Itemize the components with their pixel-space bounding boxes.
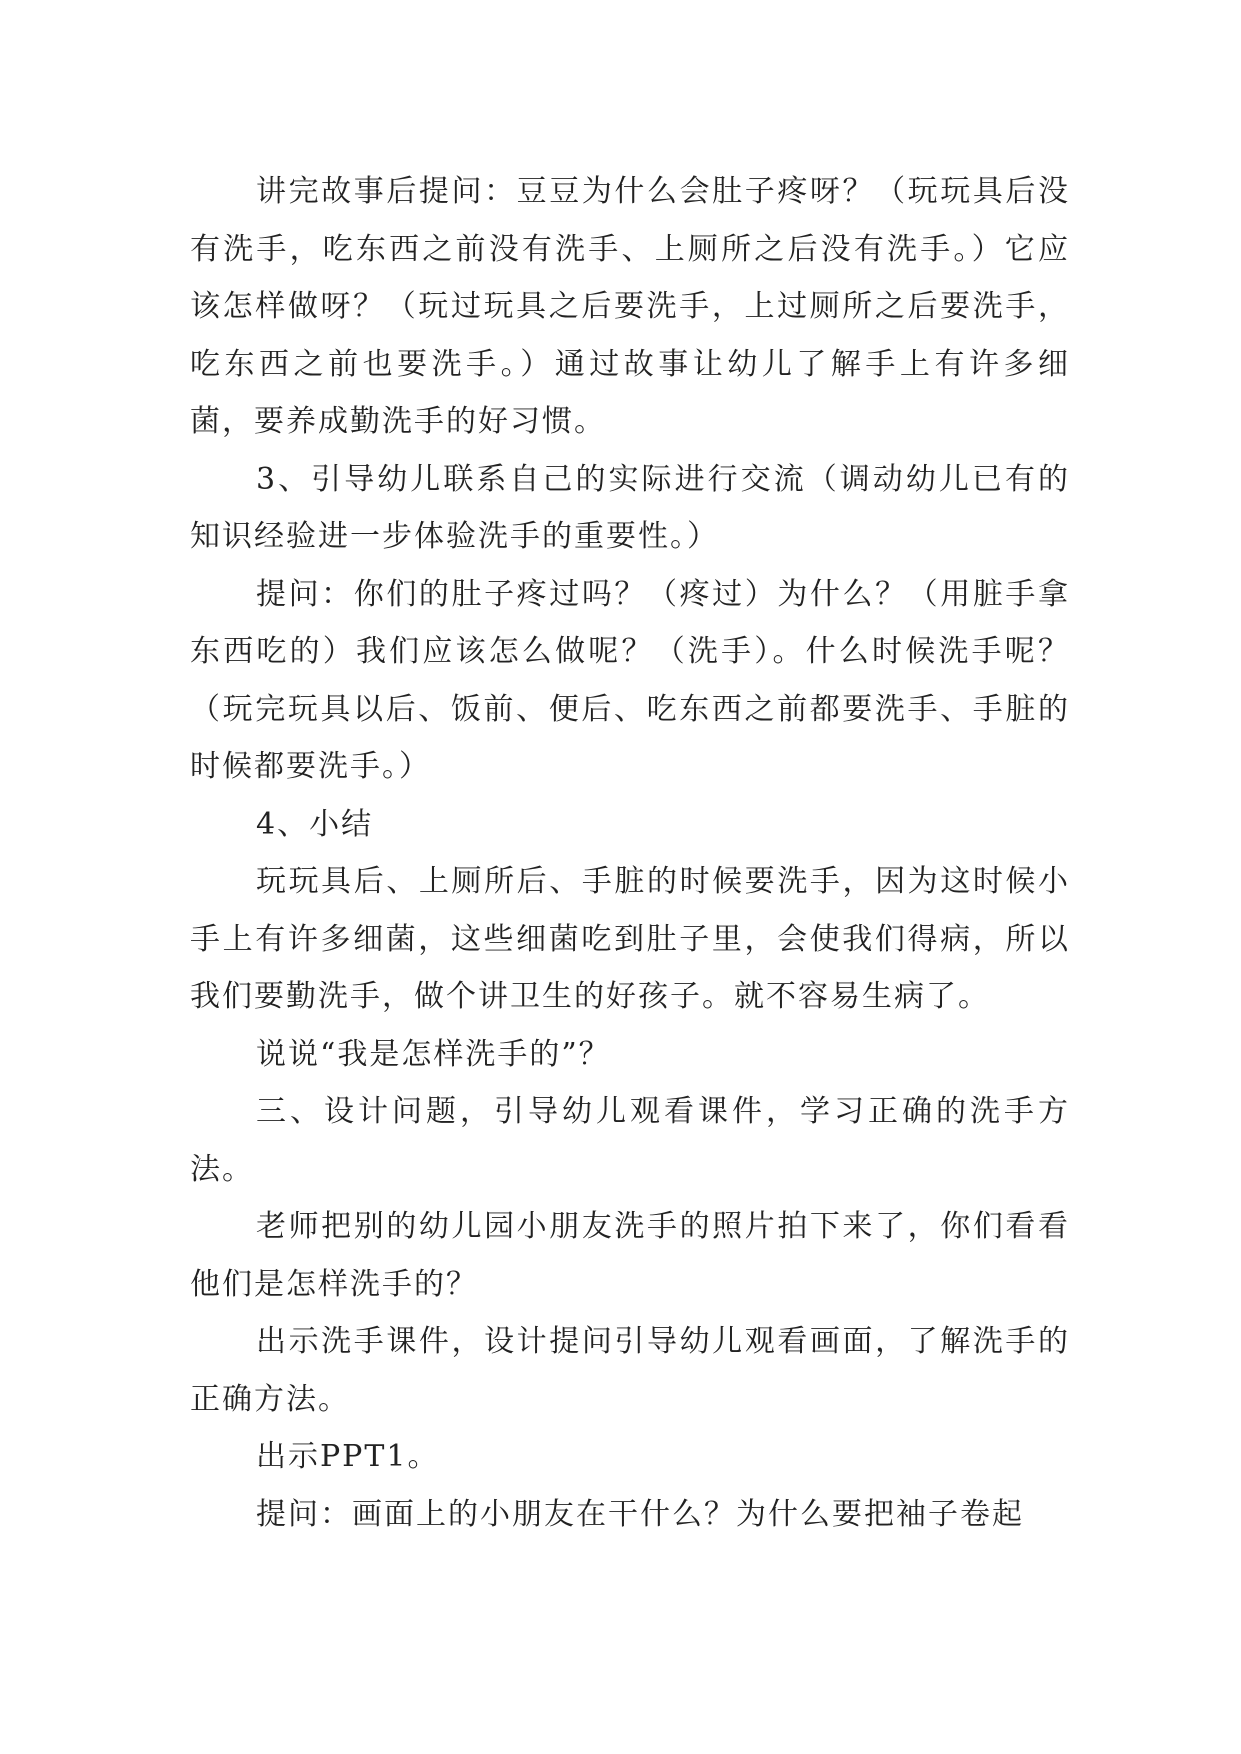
document-body — [190, 163, 1070, 1543]
paragraph-step-3: 3、引导幼儿联系自己的实际进行交流（调动幼儿已有的知识经验进一步体验洗手的重要性。） — [190, 461, 1070, 554]
paragraph-step-4-heading: 4、小结 — [256, 806, 374, 842]
paragraph-courseware: 出示洗手课件，设计提问引导幼儿观看画面，了解洗手的正确方法。 — [190, 1324, 1070, 1417]
paragraph-question-sleeves: 提问：画面上的小朋友在干什么？为什么要把袖子卷起 — [256, 1496, 1024, 1532]
paragraph-ppt1: 出示PPT1。 — [256, 1439, 440, 1474]
paragraph-summary: 玩玩具后、上厕所后、手脏的时候要洗手，因为这时候小手上有许多细菌，这些细菌吃到肚子里，会使我们得病，所以我们要勤洗手，做个讲卫生的好孩子。就不容易生病了。 — [190, 864, 1070, 1014]
paragraph-how-i-wash: 说说“我是怎样洗手的”？ — [256, 1036, 611, 1072]
paragraph-section-3-heading: 三、设计问题，引导幼儿观看课件，学习正确的洗手方法。 — [190, 1094, 1070, 1187]
paragraph-photos: 老师把别的幼儿园小朋友洗手的照片拍下来了，你们看看他们是怎样洗手的？ — [190, 1209, 1070, 1302]
paragraph-story-question: 讲完故事后提问：豆豆为什么会肚子疼呀？（玩玩具后没有洗手，吃东西之前没有洗手、上厕所之后没有洗手。）它应该怎样做呀？（玩过玩具之后要洗手，上过厕所之后要洗手，吃东西之前也要洗手。）通过故事让幼儿了解手上有许多细菌，要养成勤洗手的好习惯。 — [190, 174, 1070, 439]
paragraph-question-stomach: 提问：你们的肚子疼过吗？（疼过）为什么？（用脏手拿东西吃的）我们应该怎么做呢？（洗手）。什么时候洗手呢？（玩完玩具以后、饭前、便后、吃东西之前都要洗手、手脏的时候都要洗手。） — [190, 576, 1070, 784]
